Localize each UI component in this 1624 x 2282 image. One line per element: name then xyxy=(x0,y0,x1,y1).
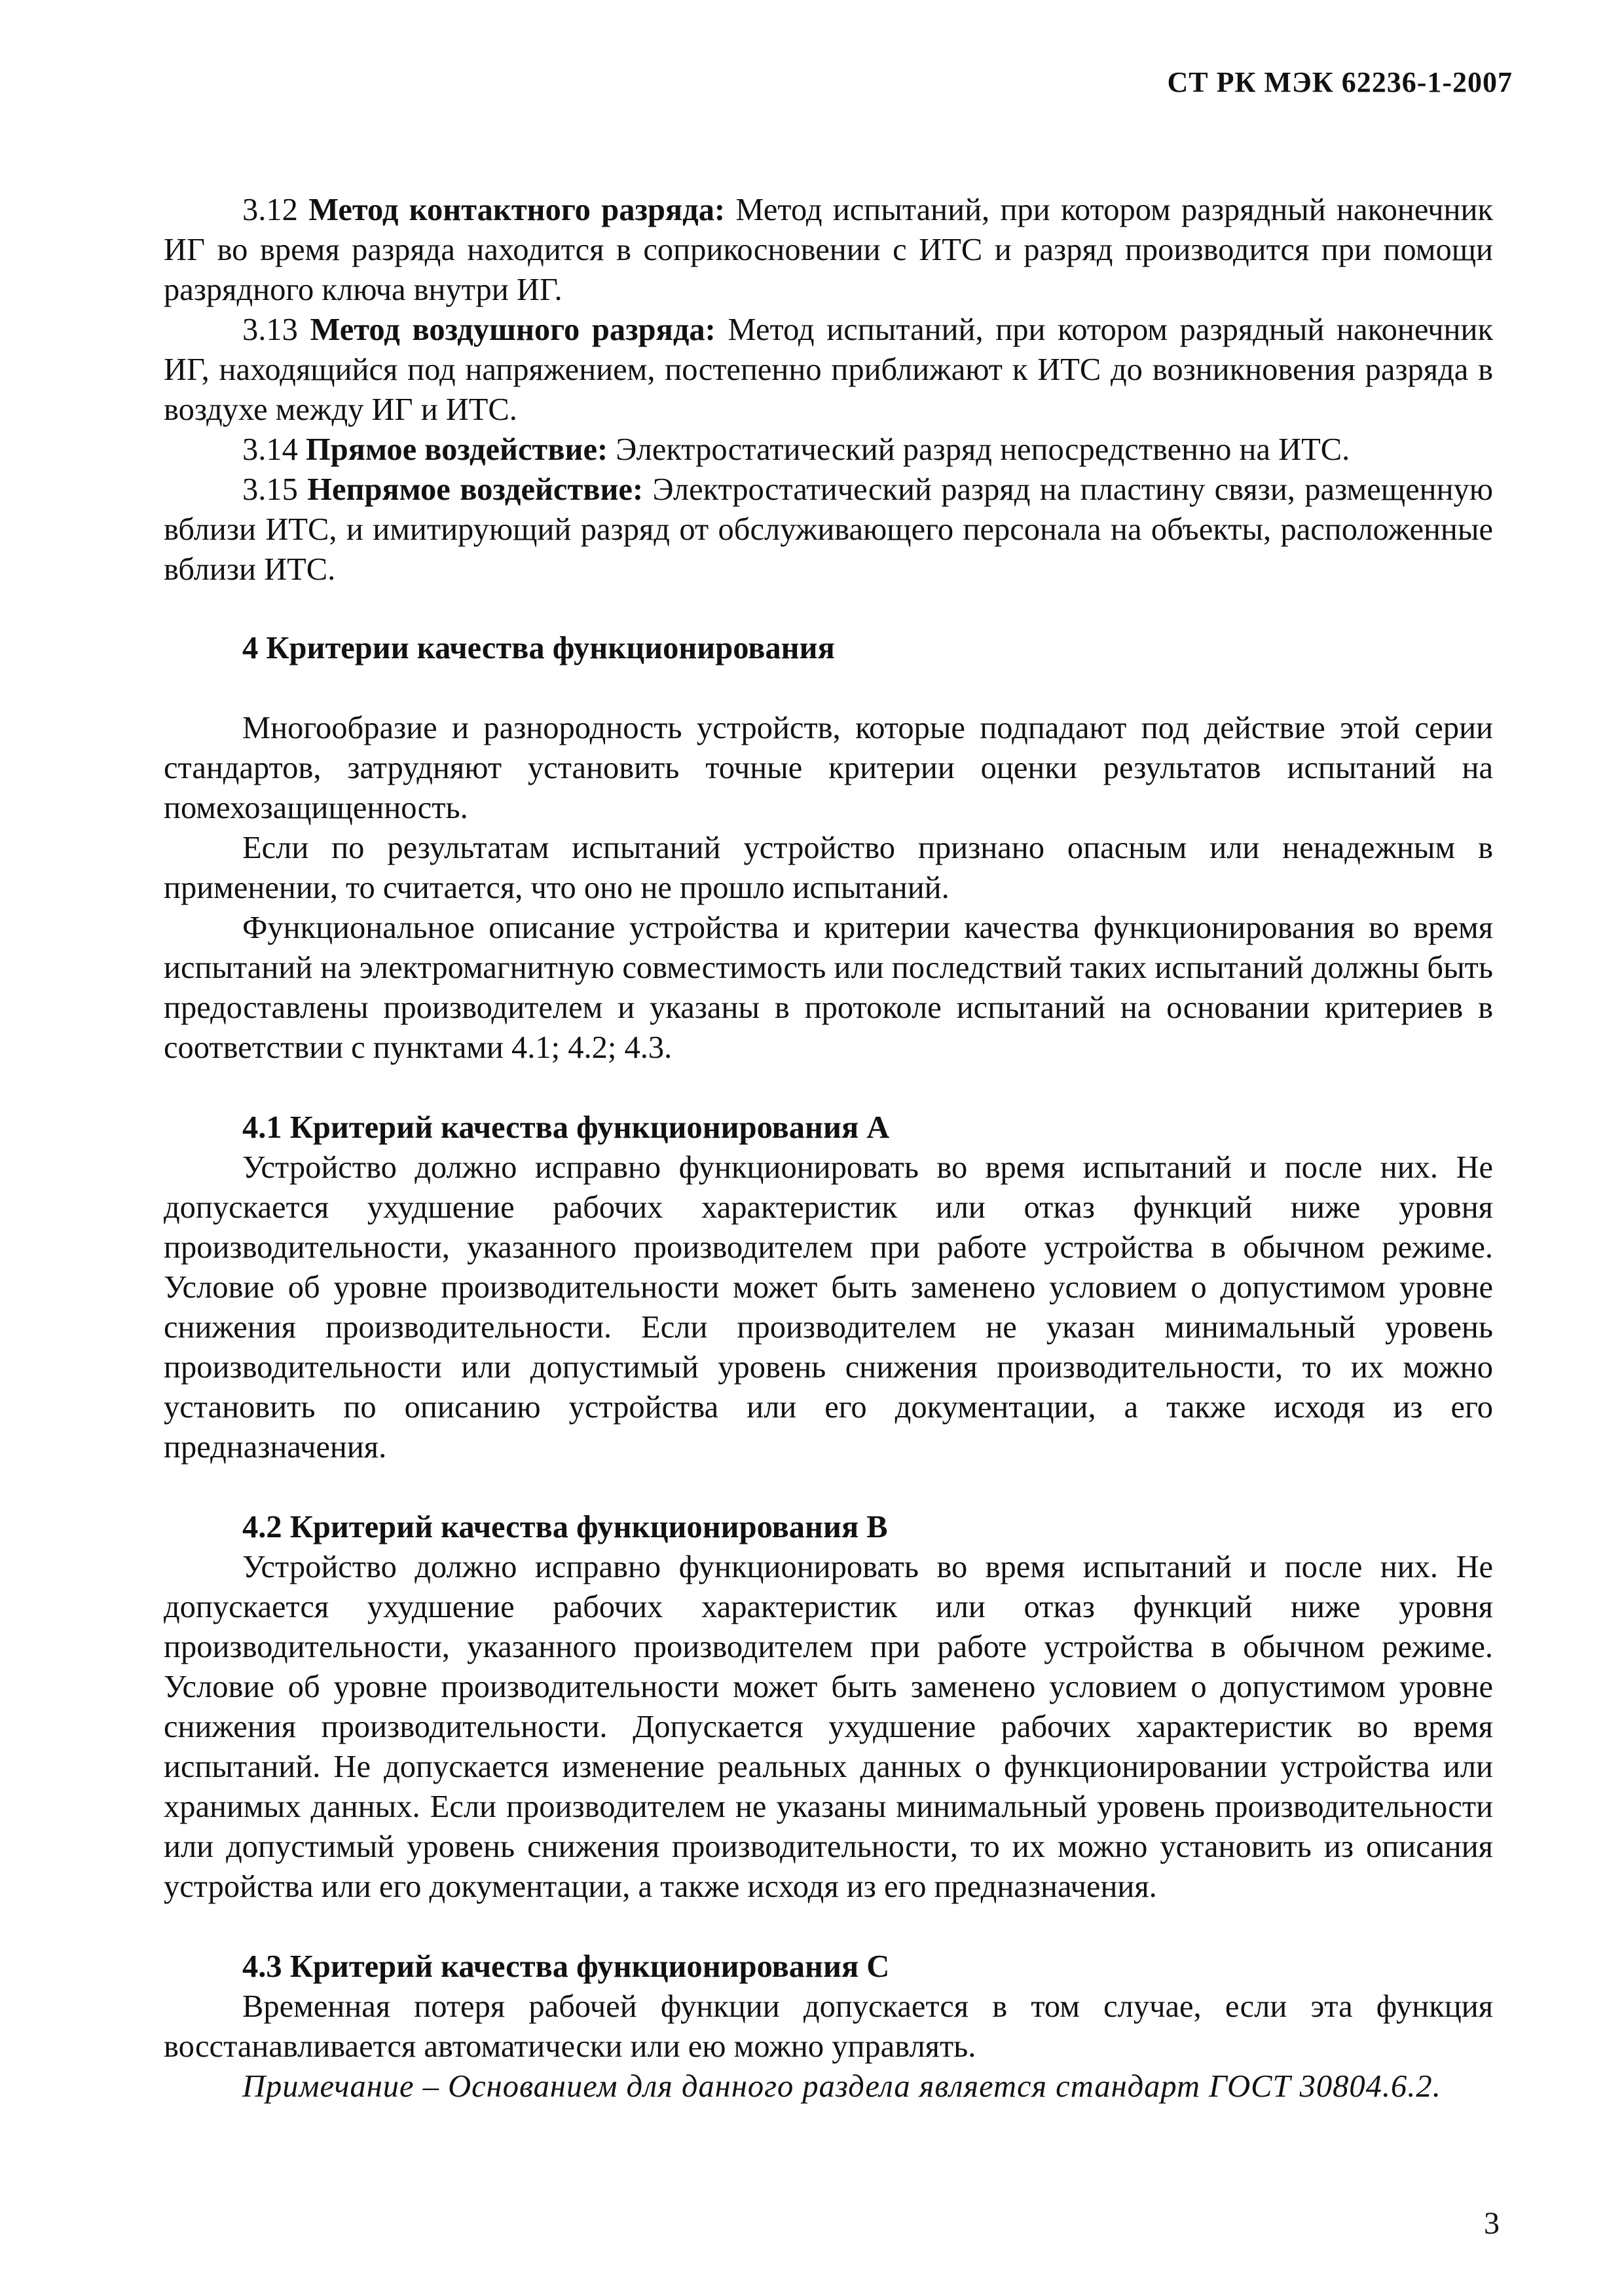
section-4-2-text: Устройство должно исправно функционировать во время испытаний и после них. Не допускается ухудшение рабочих характеристик или отказ функций ниже уровня производительности, указанного производителем при работе устройства в обычном режиме. Условие об уровне производительности может быть заменено условием о допустимом уровне снижения производительности. Допускается ухудшение рабочих характеристик во время испытаний. Не допускается изменение реальных данных о функционировании устройства или хранимых данных. Если производителем не указаны минимальный уровень производительности или допустимый уровень снижения производительности, то их можно установить из описания устройства или его документации, а также исходя из его предназначения. xyxy=(164,1550,1493,1904)
section-4-paragraph-3: Функциональное описание устройства и критерии качества функционирования во время испытаний на электромагнитную совместимость или последствий таких испытаний должны быть предоставлены производителем и указаны в протоколе испытаний на основании критериев в соответствии с пунктами 4.1; 4.2; 4.3. xyxy=(164,910,1493,1065)
section-4-1-heading: 4.1 Критерий качества функционирования А xyxy=(242,1110,890,1145)
page-number: 3 xyxy=(1484,2206,1500,2241)
section-4-heading: 4 Критерии качества функционирования xyxy=(242,631,835,665)
definition-text: Метод испытаний, при котором разрядный наконечник ИГ, находящийся под напряжением, постепенно приближают к ИТС до возникновения разряда в воздухе между ИГ и ИТС. xyxy=(164,312,1494,427)
definition-text: Электростатический разряд на пластину связи, размещенную вблизи ИТС, и имитирующий разряд от обслуживающего персонала на объекты, расположенные вблизи ИТС. xyxy=(164,472,1494,587)
definition-number: 3.12 xyxy=(242,193,298,227)
section-4-3-heading: 4.3 Критерий качества функционирования С xyxy=(242,1949,890,1984)
definition-term: Прямое воздействие: xyxy=(306,432,608,467)
note: Примечание – Основанием для данного раздела является стандарт ГОСТ 30804.6.2. xyxy=(242,2069,1441,2104)
definition-3-15 xyxy=(164,470,1493,589)
section-4-3-text: Временная потеря рабочей функции допускается в том случае, если эта функция восстанавливается автоматически или ею можно управлять. xyxy=(164,1989,1493,2064)
definition-term: Непрямое воздействие: xyxy=(307,472,644,507)
definition-number: 3.13 xyxy=(242,312,298,347)
section-4-paragraph-1: Многообразие и разнородность устройств, которые подпадают под действие этой серии стандартов, затрудняют установить точные критерии оценки результатов испытаний на помехозащищенность. xyxy=(164,711,1493,825)
section-4-2-heading: 4.2 Критерий качества функционирования В xyxy=(242,1510,888,1544)
definition-number: 3.15 xyxy=(242,472,298,507)
section-4-1-text: Устройство должно исправно функционировать во время испытаний и после них. Не допускается ухудшение рабочих характеристик или отказ функций ниже уровня производительности, указанного производителем при работе устройства в обычном режиме. Условие об уровне производительности может быть заменено условием о допустимом уровне снижения производительности. Если производителем не указан минимальный уровень производительности или допустимый уровень снижения производительности, то их можно установить по описанию устройства или его документации, а также исходя из его предназначения. xyxy=(164,1150,1493,1465)
definition-3-12 xyxy=(164,190,1493,310)
definition-text: Метод испытаний, при котором разрядный наконечник ИГ во время разряда находится в соприкосновении с ИТС и разряд производится при помощи разрядного ключа внутри ИГ. xyxy=(164,193,1493,307)
definition-term: Метод воздушного разряда: xyxy=(310,312,716,347)
document-code-header: СТ РК МЭК 62236-1-2007 xyxy=(1167,66,1513,98)
definition-3-14 xyxy=(164,430,1493,470)
section-4-paragraph-2: Если по результатам испытаний устройство признано опасным или ненадежным в применении, то считается, что оно не прошло испытаний. xyxy=(164,831,1493,905)
definition-text: Электростатический разряд непосредственно на ИТС. xyxy=(616,432,1350,467)
definition-term: Метод контактного разряда: xyxy=(308,193,726,227)
definition-number: 3.14 xyxy=(242,432,298,467)
page-body xyxy=(164,190,1493,2106)
definition-3-13 xyxy=(164,310,1493,430)
